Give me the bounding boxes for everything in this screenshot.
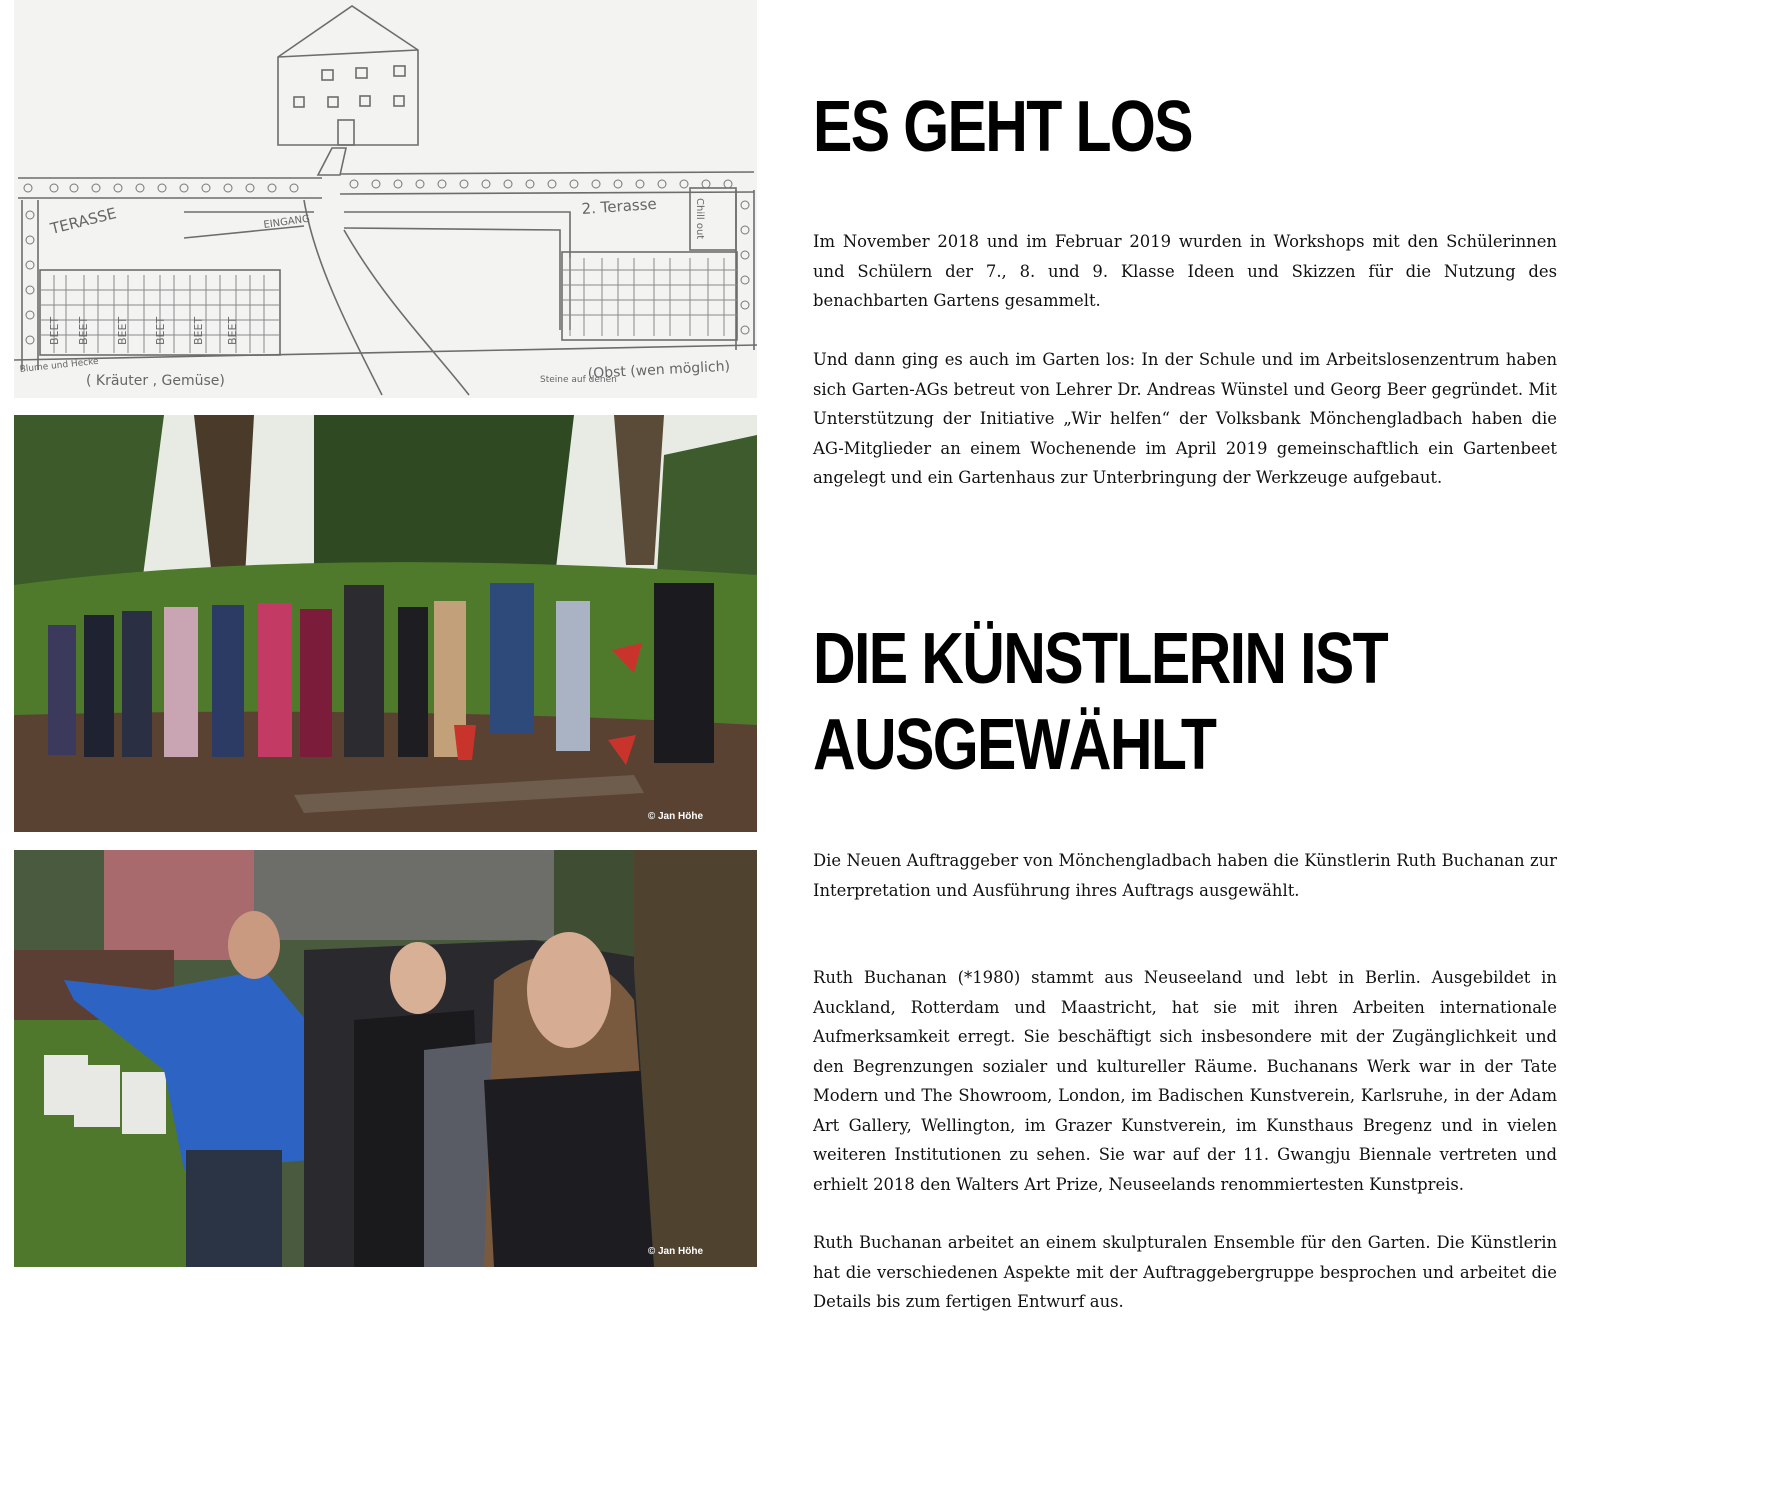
- section-heading-kuenstlerin-line1: DIE KÜNSTLERIN IST: [813, 619, 1388, 699]
- section-heading-kuenstlerin-line2: AUSGEWÄHLT: [813, 705, 1216, 785]
- section1-paragraph: Im November 2018 und im Februar 2019 wurden in Workshops mit den Schülerinnen und Schülern der 7., 8. und 9. Klasse Ideen und Skizzen für die Nutzung des benachbarten Gartens gesammelt.: [813, 232, 1557, 310]
- sketch-label-entrance: EINGANG: [262, 213, 311, 231]
- sketch-label-flowers: Blume und Hecke: [19, 356, 100, 375]
- sketch-label-stones: Steine auf denen: [540, 375, 617, 385]
- photo-credit: © Jan Höhe: [647, 1246, 703, 1257]
- sketch-label-bed: BEET: [192, 316, 205, 345]
- garden-sketch-drawing: [14, 0, 757, 398]
- sketch-label-terrace2: 2. Terasse: [581, 194, 658, 218]
- sketch-label-bed: BEET: [154, 316, 167, 345]
- garden-group-photo-drawing: [14, 415, 757, 832]
- section2-paragraph: Die Neuen Auftraggeber von Mönchengladbach haben die Künstlerin Ruth Buchanan zur Interpretation und Ausführung ihres Auftrags ausgewählt.: [813, 851, 1557, 900]
- sketch-label-bed: BEET: [48, 316, 61, 345]
- photo-credit: © Jan Höhe: [647, 811, 703, 822]
- sketch-label-bed: BEET: [116, 316, 129, 345]
- sketch-label-chill: Chill out: [694, 198, 705, 240]
- garden-group-photo: [14, 415, 757, 832]
- sketch-label-bed: BEET: [226, 316, 239, 345]
- sketch-label-fruit: (Obst (wen möglich): [587, 358, 731, 382]
- section2-paragraph: Ruth Buchanan arbeitet an einem skulpturalen Ensemble für den Garten. Die Künstlerin hat die verschiedenen Aspekte mit der Auftraggebergruppe besprochen und arbeitet die Details bis zum fertigen Entwurf aus.: [813, 1233, 1557, 1311]
- section1-paragraph: Und dann ging es auch im Garten los: In der Schule und im Arbeitslosenzentrum haben sich Garten-AGs betreut von Lehrer Dr. Andreas Wünstel und Georg Beer gegründet. Mit Unterstützung der Initiative „Wir helfen“ der Volksbank Mönchengladbach haben die AG-Mitglieder an einem Wochenende im April 2019 gemeinschaftlich ein Gartenbeet angelegt und ein Gartenhaus zur Unterbringung der Werkzeuge aufgebaut.: [813, 350, 1557, 487]
- garden-crowd-photo-drawing: [14, 850, 757, 1267]
- section-heading-es-geht-los: ES GEHT LOS: [813, 87, 1192, 167]
- section2-paragraph: Ruth Buchanan (*1980) stammt aus Neuseeland und lebt in Berlin. Ausgebildet in Auckland, Rotterdam und Maastricht, hat sie mit ihren Arbeiten internationale Aufmerksamkeit erregt. Sie beschäftigt sich insbesondere mit der Zugänglichkeit und den Begrenzungen sozialer und kultureller Räume. Buchanans Werk war in der Tate Modern und The Showroom, London, im Badischen Kunstverein, Karlsruhe, in der Adam Art Gallery, Wellington, im Grazer Kunstverein, im Kunsthaus Bregenz und in vielen weiteren Institutionen zu sehen. Sie war auf der 11. Gwangju Biennale vertreten und erhielt 2018 den Walters Art Prize, Neuseelands renommiertesten Kunstpreis.: [813, 968, 1557, 1194]
- sketch-label-terrace1: TERASSE: [48, 204, 119, 238]
- sketch-label-herbs: ( Kräuter , Gemüse): [86, 373, 225, 389]
- garden-sketch-image: [14, 0, 757, 398]
- sketch-label-bed: BEET: [77, 316, 90, 345]
- garden-crowd-photo: [14, 850, 757, 1267]
